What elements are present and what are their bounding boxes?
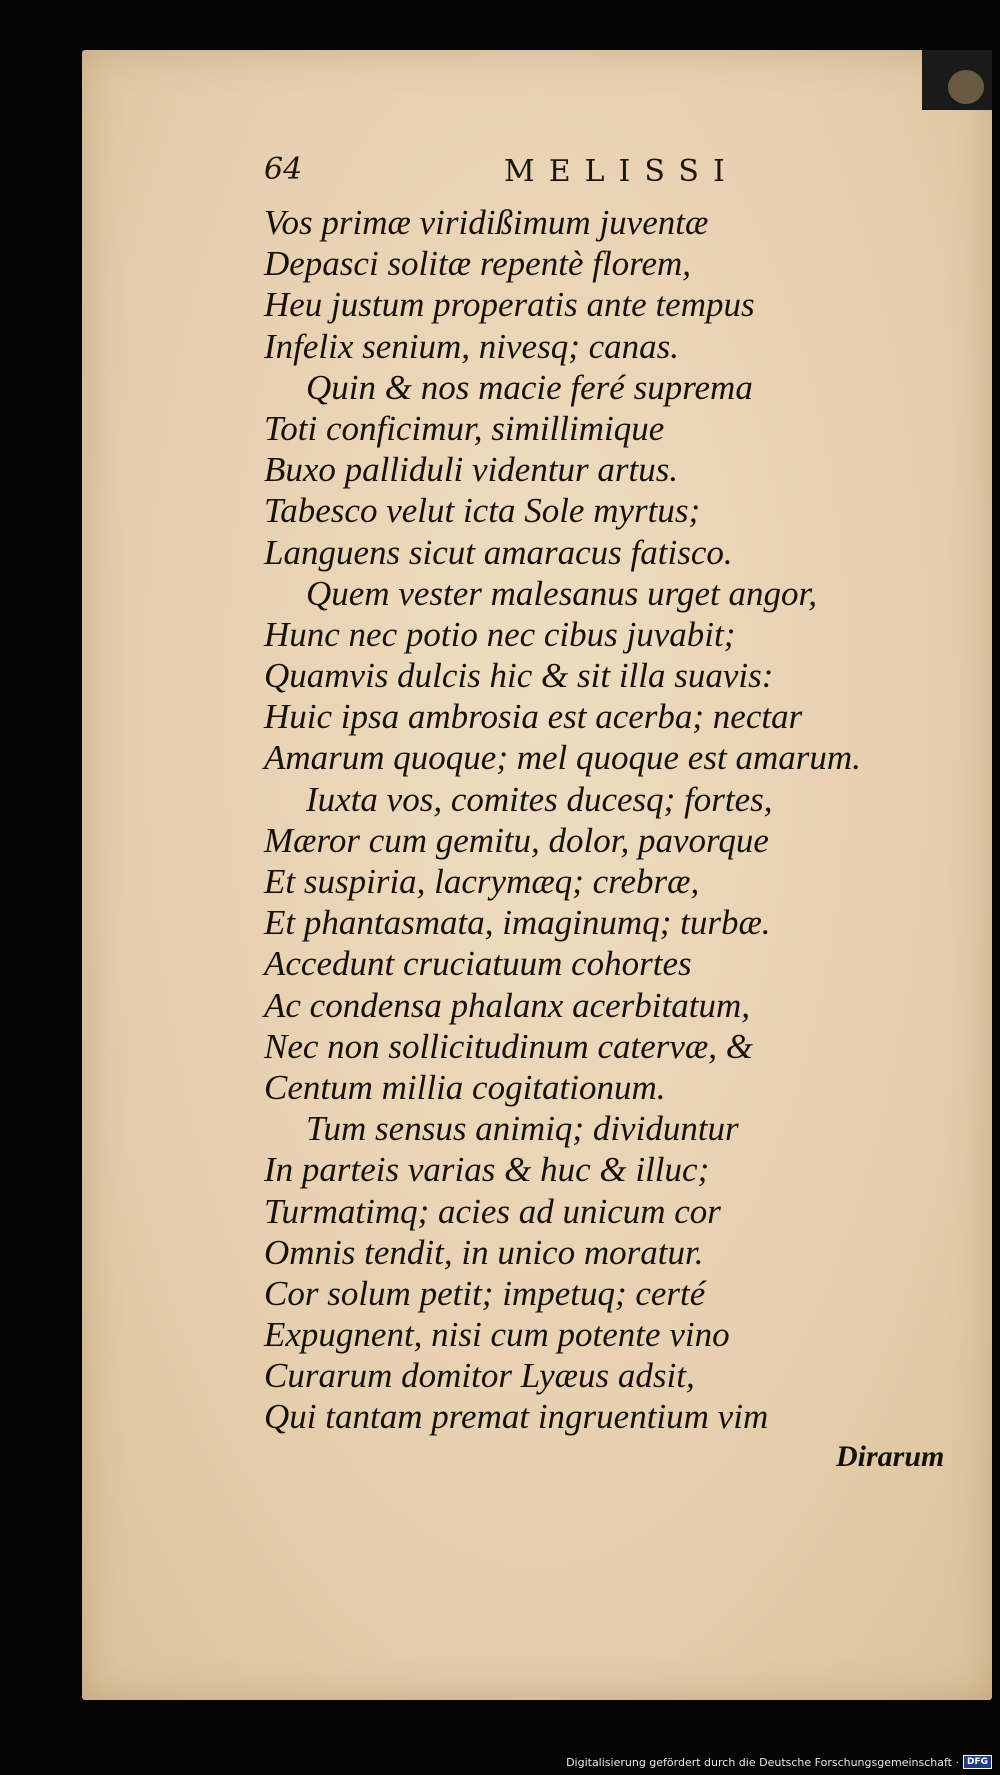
text-line: Cor solum petit; impetuq; certé <box>264 1273 706 1313</box>
text-line: Tum sensus animiq; dividuntur <box>306 1109 739 1149</box>
text-line: Accedunt cruciatuum cohortes <box>264 944 692 984</box>
text-line: Huic ipsa ambrosia est acerba; nectar <box>264 697 803 737</box>
text-line: Amarum quoque; mel quoque est amarum. <box>264 738 861 778</box>
text-line: Et suspiria, lacrymæq; crebræ, <box>264 862 700 901</box>
text-line: Buxo palliduli videntur artus. <box>264 450 679 490</box>
text-line: Et phantasmata, imaginumq; turbæ. <box>264 903 771 943</box>
text-line: Mæror cum gemitu, dolor, pavorque <box>264 820 769 860</box>
running-head: MELISSI <box>504 154 739 189</box>
text-line: In parteis varias & huc & illuc; <box>264 1150 710 1190</box>
catchword: Dirarum <box>836 1440 945 1473</box>
text-line: Turmatimq; acies ad unicum cor <box>264 1191 721 1231</box>
text-line: Languens sicut amaracus fatisco. <box>264 532 733 572</box>
text-line: Omnis tendit, in unico moratur. <box>264 1232 704 1272</box>
text-line: Depasci solitæ repentè florem, <box>264 244 692 284</box>
text-line: Heu justum properatis ante tempus <box>264 285 755 325</box>
text-line: Vos primæ viridißimum juventæ <box>264 203 709 242</box>
text-line: Iuxta vos, comites ducesq; fortes, <box>306 779 773 819</box>
text-line: Ac condensa phalanx acerbitatum, <box>264 985 751 1025</box>
credit-text: Digitalisierung gefördert durch die Deutsche Forschungsgemeinschaft · <box>566 1755 959 1769</box>
page-number: 64 <box>264 152 303 187</box>
text-line: Expugnent, nisi cum potente vino <box>264 1315 730 1355</box>
text-line: Curarum domitor Lyæus adsit, <box>264 1356 695 1396</box>
text-line: Quem vester malesanus urget angor, <box>306 573 818 613</box>
text-line: Toti conficimur, simillimique <box>264 408 665 448</box>
text-line: Qui tantam premat ingruentium vim <box>264 1397 769 1437</box>
text-line: Quamvis dulcis hic & sit illa suavis: <box>264 656 774 696</box>
text-line: Nec non sollicitudinum catervæ, & <box>264 1026 753 1066</box>
digitization-credit <box>566 1755 992 1769</box>
text-line: Centum millia cogitationum. <box>264 1067 666 1107</box>
text-line: Quin & nos macie feré suprema <box>306 367 753 407</box>
text-line: Infelix senium, nivesq; canas. <box>264 326 680 366</box>
page-corner-ornament <box>948 70 984 104</box>
page-header <box>264 152 764 192</box>
text-line: Tabesco velut icta Sole myrtus; <box>264 491 701 531</box>
text-line: Hunc nec potio nec cibus juvabit; <box>264 614 736 654</box>
dfg-logo-icon: DFG <box>963 1755 992 1769</box>
poem-text <box>264 202 964 1438</box>
